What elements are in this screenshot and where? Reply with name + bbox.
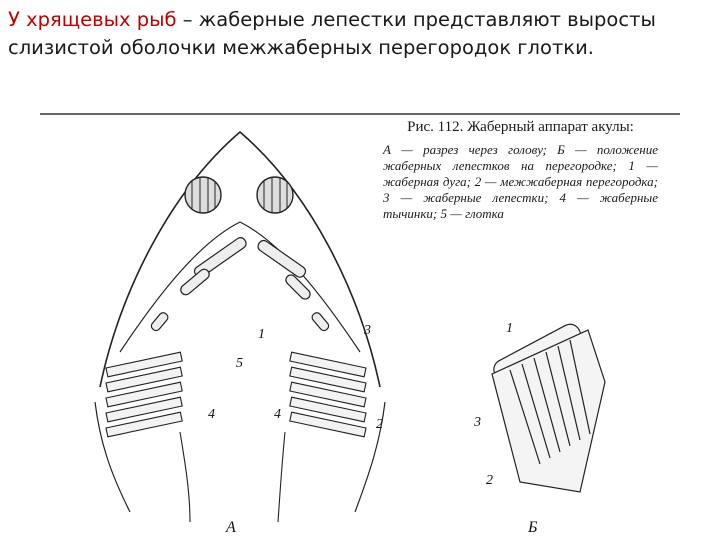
label-4-a-left: 4: [208, 407, 215, 422]
figure-caption: [383, 118, 658, 222]
label-b: Б: [528, 519, 538, 536]
label-2-a: 2: [376, 417, 383, 432]
heading-text: – жаберные лепестки представляют выросты слизистой оболочки межжаберных перегородок глотки.: [8, 8, 656, 59]
caption-legend: А — разрез через голову; Б — положение жаберных лепестков на перегородке; 1 — жаберная дуга; 2 — межжаберная перегородка; 3 — жаберные лепестки; 4 — жаберные тычинки; 5 — глотка: [383, 142, 658, 221]
heading-highlight: У хрящевых рыб: [8, 8, 177, 31]
label-5-a: 5: [236, 356, 243, 371]
caption-title: Рис. 112. Жаберный аппарат акулы:: [407, 119, 634, 135]
label-a: А: [226, 519, 236, 536]
label-2-b: 2: [486, 473, 493, 488]
label-1-b: 1: [506, 321, 513, 336]
label-3-b: 3: [474, 415, 481, 430]
gill-septum-drawing: [490, 321, 605, 492]
label-4-a-mid: 4: [274, 407, 281, 422]
label-1-a: 1: [258, 327, 265, 342]
slide-heading: [8, 6, 713, 62]
label-3-a: 3: [364, 323, 371, 338]
